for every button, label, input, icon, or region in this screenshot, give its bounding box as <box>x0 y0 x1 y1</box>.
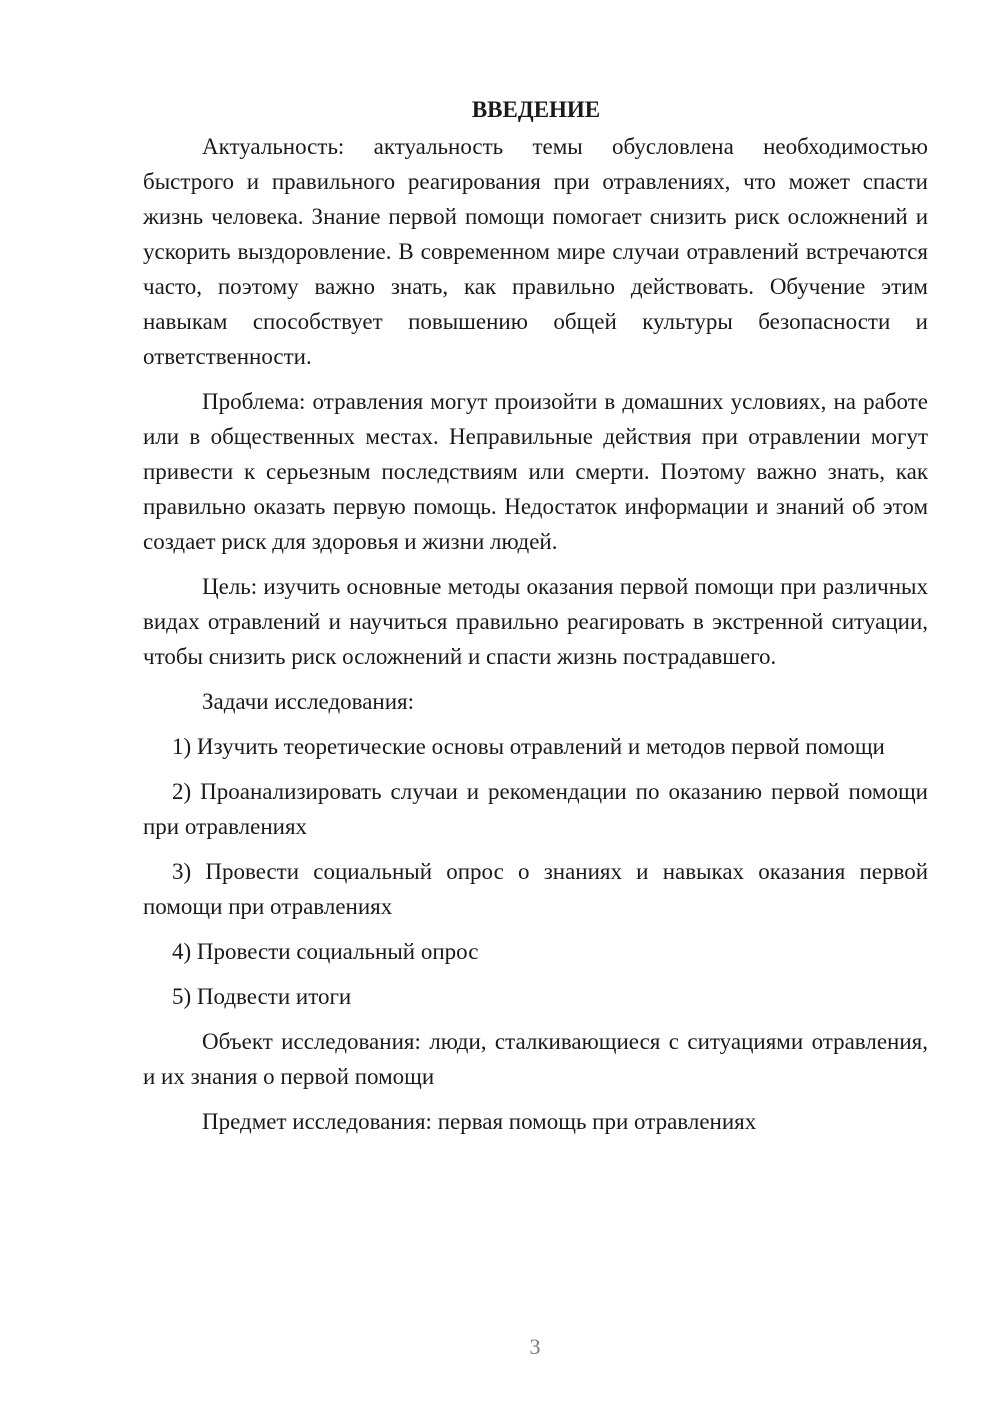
page-number: 3 <box>529 1334 541 1359</box>
list-item: 4) Провести социальный опрос <box>172 939 479 964</box>
problem-paragraph: Проблема: отравления могут произойти в домашних условиях, на работе или в общественных местах. Неправильные действия при отравлении могут привести к серьезным последствиям или смерти. Поэтому важно знать, как правильно оказать первую помощь. Недостаток информации и знаний об этом создает риск для здоровья и жизни людей. <box>143 389 928 554</box>
list-item: 3) Провести социальный опрос о знаниях и навыках оказания первой помощи при отравлениях <box>143 859 928 919</box>
document-page <box>143 92 928 1149</box>
object-paragraph: Объект исследования: люди, сталкивающиеся с ситуациями отравления, и их знания о первой помощи <box>143 1029 928 1089</box>
tasks-heading: Задачи исследования: <box>202 689 415 714</box>
relevance-paragraph: Актуальность: актуальность темы обусловлена необходимостью быстрого и правильного реагирования при отравлениях, что может спасти жизнь человека. Знание первой помощи помогает снизить риск осложнений и ускорить выздоровление. В современном мире случаи отравлений встречаются часто, поэтому важно знать, как правильно действовать. Обучение этим навыкам способствует повышению общей культуры безопасности и ответственности. <box>143 134 928 369</box>
subject-paragraph: Предмет исследования: первая помощь при отравлениях <box>202 1109 757 1134</box>
goal-paragraph: Цель: изучить основные методы оказания первой помощи при различных видах отравлений и научиться правильно реагировать в экстренной ситуации, чтобы снизить риск осложнений и спасти жизнь пострадавшего. <box>143 574 928 669</box>
page-title: ВВЕДЕНИЕ <box>471 97 601 122</box>
list-item: 5) Подвести итоги <box>172 984 352 1009</box>
list-item: 1) Изучить теоретические основы отравлений и методов первой помощи <box>172 734 885 759</box>
tasks-list <box>143 729 928 1014</box>
list-item: 2) Проанализировать случаи и рекомендации по оказанию первой помощи при отравлениях <box>143 779 928 839</box>
